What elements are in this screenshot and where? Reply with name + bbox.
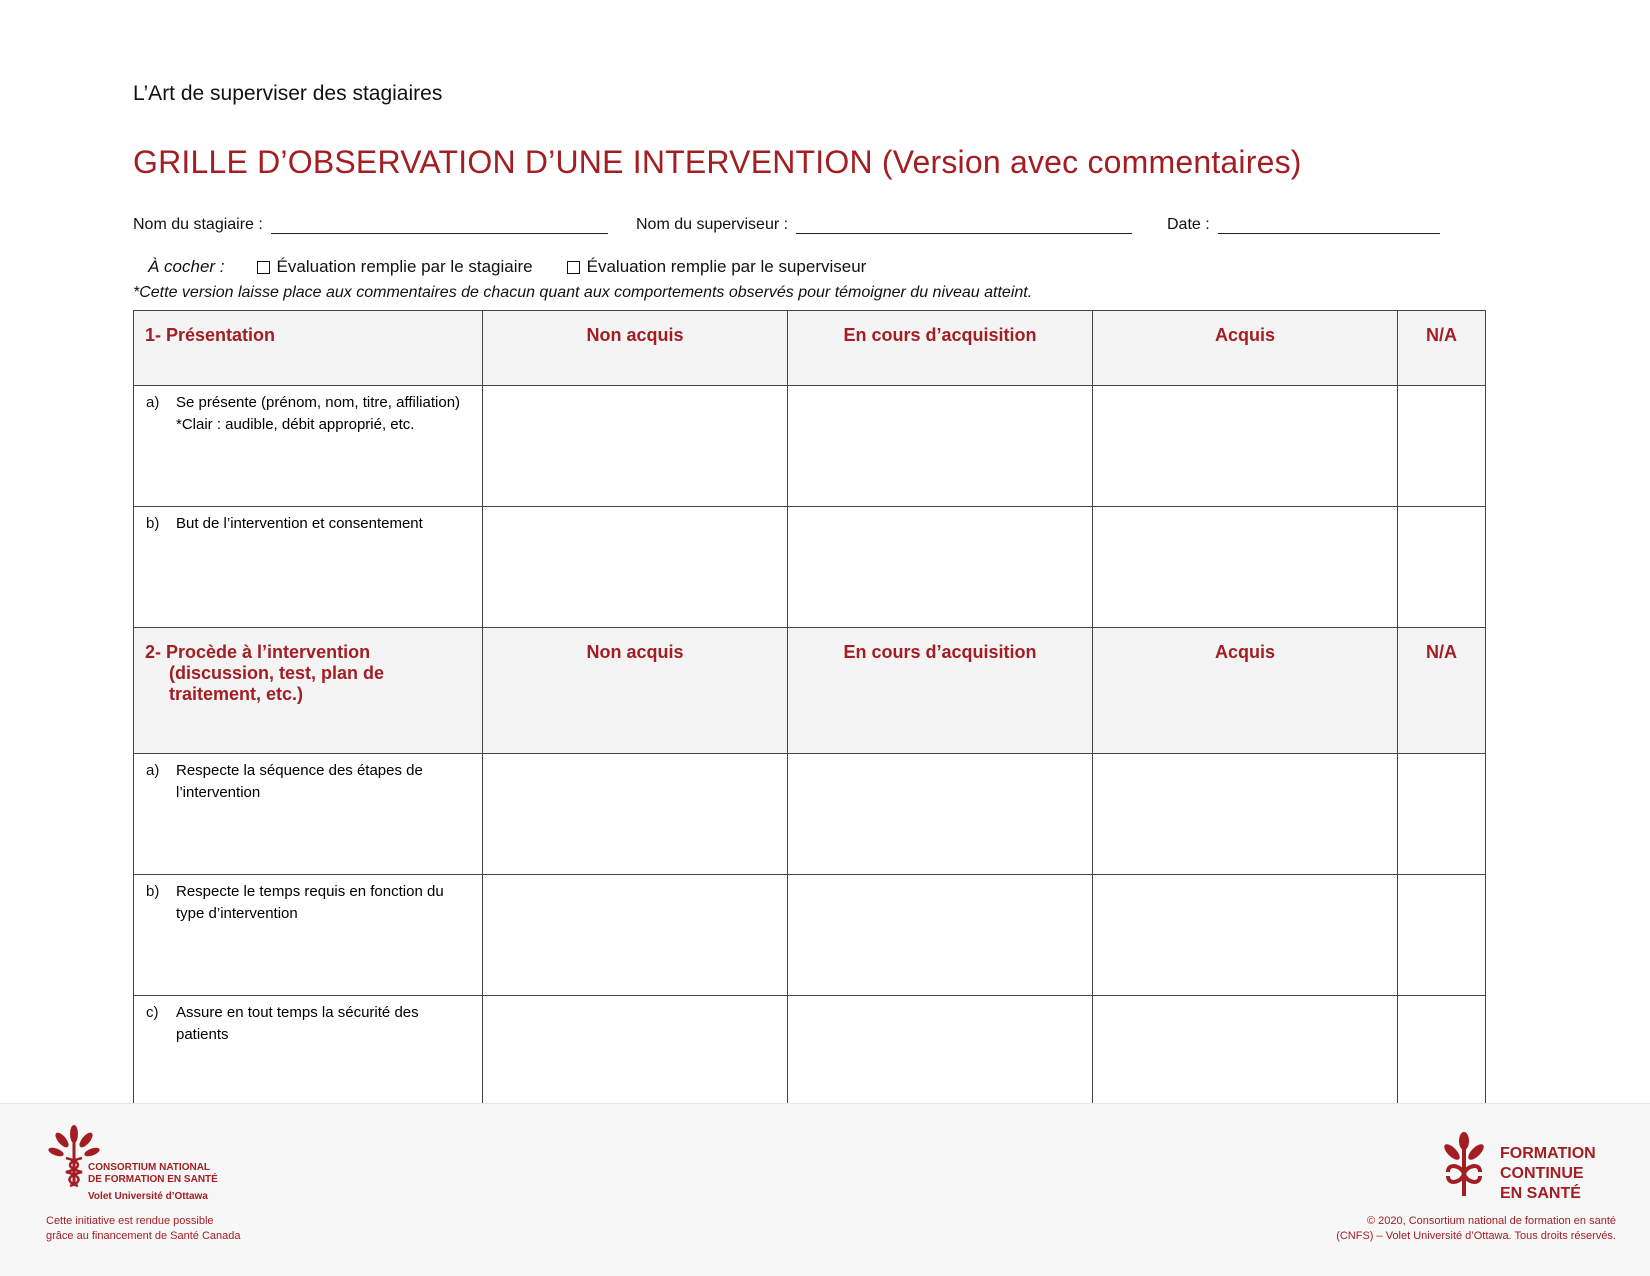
comment-cell-non-acquis[interactable] (483, 507, 788, 628)
column-na: N/A (1398, 311, 1486, 386)
item-label-cell (134, 754, 483, 875)
comment-cell-acquis[interactable] (1093, 996, 1398, 1117)
section2-title-line2: (discussion, test, plan de (169, 663, 385, 683)
item-text-cont: l’intervention (176, 784, 261, 801)
item-letter: c) (146, 1004, 159, 1021)
comment-cell-acquis[interactable] (1093, 875, 1398, 996)
table-row (134, 996, 1486, 1117)
item-text: Respecte la séquence des étapes de (176, 762, 423, 779)
checkbox-square-icon[interactable] (257, 261, 270, 274)
copyright-line1: © 2020, Consortium national de formation en santé (1366, 1215, 1616, 1227)
section1-header-row (134, 311, 1486, 386)
column-en-cours: En cours d’acquisition (788, 628, 1093, 754)
comment-cell-non-acquis[interactable] (483, 875, 788, 996)
item-letter: b) (146, 515, 160, 532)
table-row (134, 386, 1486, 507)
item-text: Assure en tout temps la sécurité des (176, 1004, 419, 1021)
stagiaire-label: Nom du stagiaire : (133, 216, 263, 233)
section1-title: 1- Présentation (134, 311, 483, 386)
comment-cell-en-cours[interactable] (788, 386, 1093, 507)
copyright-line2: (CNFS) – Volet Université d’Ottawa. Tous droits réservés. (1336, 1230, 1616, 1242)
cnfs-name-line1: CONSORTIUM NATIONAL (88, 1162, 211, 1173)
date-label: Date : (1167, 216, 1210, 233)
stagiaire-input-line[interactable] (271, 215, 608, 234)
comment-cell-en-cours[interactable] (788, 996, 1093, 1117)
column-acquis: Acquis (1093, 628, 1398, 754)
document-title: L’Art de superviser des stagiaires (133, 82, 443, 105)
column-acquis: Acquis (1093, 311, 1398, 386)
comment-cell-na[interactable] (1398, 875, 1486, 996)
table-row (134, 875, 1486, 996)
item-text-cont: type d’intervention (176, 905, 298, 922)
date-field[interactable] (1167, 215, 1440, 234)
comment-cell-acquis[interactable] (1093, 386, 1398, 507)
cnfs-name (88, 1162, 218, 1186)
copyright-notice (1336, 1214, 1616, 1244)
section2-title (134, 628, 483, 754)
fcs-name-line2: CONTINUE (1500, 1165, 1584, 1182)
funding-credit (46, 1214, 240, 1244)
item-text: Se présente (prénom, nom, titre, affiliation) (176, 394, 461, 411)
checkbox-row (148, 257, 900, 277)
item-text: Respecte le temps requis en fonction du (176, 883, 444, 900)
fcs-name-line3: EN SANTÉ (1500, 1185, 1581, 1202)
column-non-acquis: Non acquis (483, 311, 788, 386)
checkbox-stagiaire-label: Évaluation remplie par le stagiaire (276, 257, 533, 276)
credit-line2: grâce au financement de Santé Canada (46, 1230, 241, 1242)
column-na: N/A (1398, 628, 1486, 754)
item-label-cell (134, 875, 483, 996)
comment-cell-na[interactable] (1398, 507, 1486, 628)
observation-grid (133, 310, 1486, 1117)
table-row (134, 507, 1486, 628)
superviseur-label: Nom du superviseur : (636, 216, 789, 233)
section2-header-row (134, 628, 1486, 754)
superviseur-input-line[interactable] (796, 215, 1132, 234)
date-input-line[interactable] (1218, 215, 1440, 234)
instruction-note: *Cette version laisse place aux commentaires de chacun quant aux comportements observés pour témoigner du niveau atteint. (133, 284, 1033, 301)
comment-cell-non-acquis[interactable] (483, 386, 788, 507)
comment-cell-en-cours[interactable] (788, 754, 1093, 875)
page-title: GRILLE D’OBSERVATION D’UNE INTERVENTION (Version avec commentaires) (133, 144, 1302, 180)
comment-cell-en-cours[interactable] (788, 507, 1093, 628)
section2-title-line1: 2- Procède à l’intervention (145, 642, 371, 662)
item-label-cell (134, 996, 483, 1117)
fcs-name-line1: FORMATION (1500, 1145, 1596, 1162)
checkbox-superviseur-label: Évaluation remplie par le superviseur (586, 257, 867, 276)
comment-cell-non-acquis[interactable] (483, 754, 788, 875)
stagiaire-field[interactable] (133, 215, 608, 234)
comment-cell-na[interactable] (1398, 754, 1486, 875)
item-letter: a) (146, 394, 160, 411)
column-en-cours: En cours d’acquisition (788, 311, 1093, 386)
checkbox-square-icon[interactable] (567, 261, 580, 274)
item-label-cell (134, 386, 483, 507)
comment-cell-non-acquis[interactable] (483, 996, 788, 1117)
superviseur-field[interactable] (636, 215, 1132, 234)
fcs-name (1500, 1144, 1596, 1204)
item-label-cell (134, 507, 483, 628)
item-text-cont: patients (176, 1026, 229, 1043)
cnfs-name-line2: DE FORMATION EN SANTÉ (88, 1174, 218, 1185)
comment-cell-na[interactable] (1398, 386, 1486, 507)
section2-title-line3: traitement, etc.) (169, 684, 304, 704)
comment-cell-en-cours[interactable] (788, 875, 1093, 996)
item-letter: a) (146, 762, 160, 779)
table-row (134, 754, 1486, 875)
page-footer (0, 1103, 1650, 1276)
item-text-note: *Clair : audible, débit approprié, etc. (176, 416, 415, 433)
comment-cell-na[interactable] (1398, 996, 1486, 1117)
fcs-logo-icon (1440, 1132, 1488, 1203)
comment-cell-acquis[interactable] (1093, 507, 1398, 628)
item-text: But de l’intervention et consentement (176, 515, 423, 532)
checkbox-superviseur[interactable] (567, 257, 867, 277)
checkbox-stagiaire[interactable] (257, 257, 533, 277)
comment-cell-acquis[interactable] (1093, 754, 1398, 875)
volet-label: Volet Université d’Ottawa (88, 1191, 208, 1202)
credit-line1: Cette initiative est rendue possible (46, 1215, 214, 1227)
item-letter: b) (146, 883, 160, 900)
column-non-acquis: Non acquis (483, 628, 788, 754)
checkbox-row-label: À cocher : (148, 257, 225, 276)
